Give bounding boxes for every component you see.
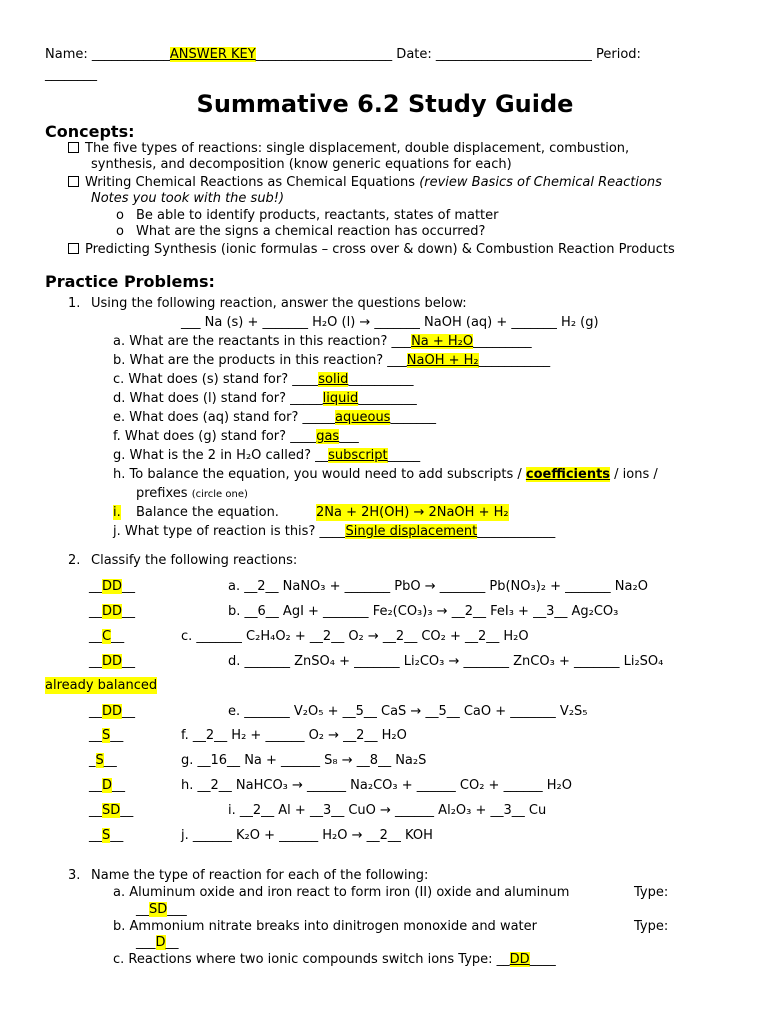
question-1a: a. What are the reactants in this reaction? ___Na + H₂O_________ — [113, 334, 532, 349]
name-label: Name: ____________ — [45, 47, 170, 62]
concept-sub-2: What are the signs a chemical reaction has occurred? — [136, 224, 486, 239]
checkbox-icon — [68, 142, 79, 153]
classify-row: __S__ — [89, 828, 124, 843]
reaction-equation: i. __2__ Al + __3__ CuO → ______ Al₂O₃ + __3__ Cu — [228, 803, 547, 818]
reaction-equation: b. __6__ AgI + _______ Fe₂(CO₃)₃ → __2__ FeI₃ + __3__ Ag₂CO₃ — [228, 604, 619, 619]
answer-highlight: solid — [318, 372, 349, 387]
answer-highlight: coefficients — [525, 467, 611, 482]
answer-highlight: subscript — [328, 448, 388, 463]
question-1b: b. What are the products in this reaction? ___NaOH + H₂___________ — [113, 353, 551, 368]
problem-3-prompt: Name the type of reaction for each of the following: — [91, 868, 429, 883]
reaction-equation: h. __2__ NaHCO₃ → ______ Na₂CO₃ + ______ CO₂ + ______ H₂O — [181, 778, 572, 793]
period-blank: ________ — [45, 67, 97, 82]
problem-2-number: 2. — [68, 553, 81, 568]
classify-row: __DD__ — [89, 654, 136, 669]
type-label: Type: — [634, 919, 669, 934]
concept-item-2-line2: Notes you took with the sub!) — [91, 191, 285, 206]
answer-highlight: liquid — [322, 391, 359, 406]
reaction-equation: d. _______ ZnSO₄ + _______ Li₂CO₃ → _______ ZnCO₃ + _______ Li₂SO₄ — [228, 654, 664, 669]
problem-1-prompt: Using the following reaction, answer the questions below: — [91, 296, 467, 311]
classify-row: __DD__ — [89, 604, 136, 619]
answer-highlight: Na + H₂O — [411, 334, 474, 349]
answer-highlight: gas — [316, 429, 340, 444]
date-period-line: _____________________ Date: ________________________ Period: — [255, 47, 641, 62]
question-1h: h. To balance the equation, you would need to add subscripts / coefficients / ions / — [113, 467, 658, 482]
classify-row: __SD__ — [89, 803, 134, 818]
concept-item-2: Writing Chemical Reactions as Chemical Equations (review Basics of Chemical Reactions — [68, 174, 662, 191]
practice-heading: Practice Problems: — [45, 272, 215, 291]
reaction-equation: a. __2__ NaNO₃ + _______ PbO → _______ Pb(NO₃)₂ + _______ Na₂O — [228, 579, 648, 594]
classify-row: __D__ — [89, 778, 126, 793]
letter-highlight: i. — [113, 505, 121, 520]
answer-key-highlight: ANSWER KEY — [169, 47, 256, 62]
checkbox-icon — [68, 176, 79, 187]
problem-2-prompt: Classify the following reactions: — [91, 553, 298, 568]
reaction-equation: j. ______ K₂O + ______ H₂O → __2__ KOH — [181, 828, 433, 843]
question-3c: c. Reactions where two ionic compounds switch ions Type: __DD____ — [113, 952, 556, 967]
question-1i-text: Balance the equation. — [136, 505, 279, 520]
classify-row: __C__ — [89, 629, 125, 644]
name-line — [45, 46, 641, 63]
answer-highlight: aqueous — [335, 410, 391, 425]
question-1e: e. What does (aq) stand for? _____aqueous_______ — [113, 410, 436, 425]
question-3a: a. Aluminum oxide and iron react to form iron (II) oxide and aluminum — [113, 885, 570, 900]
checkbox-icon — [68, 243, 79, 254]
answer-highlight: Single displacement — [345, 524, 478, 539]
bullet-marker: o — [116, 224, 124, 239]
question-1c: c. What does (s) stand for? ____solid__________ — [113, 372, 414, 387]
classify-row: __DD__ — [89, 579, 136, 594]
concepts-heading: Concepts: — [45, 122, 135, 141]
question-1f: f. What does (g) stand for? ____gas___ — [113, 429, 359, 444]
classify-row: _S__ — [89, 753, 117, 768]
reaction-equation: f. __2__ H₂ + ______ O₂ → __2__ H₂O — [181, 728, 407, 743]
already-balanced-note: already balanced — [45, 678, 158, 693]
type-label: Type: — [634, 885, 669, 900]
question-3b: b. Ammonium nitrate breaks into dinitrogen monoxide and water — [113, 919, 537, 934]
problem-3-number: 3. — [68, 868, 81, 883]
answer-highlight: NaOH + H₂ — [406, 353, 479, 368]
bullet-marker: o — [116, 208, 124, 223]
question-1i — [113, 504, 121, 521]
reaction-equation: e. _______ V₂O₅ + __5__ CaS → __5__ CaO + _______ V₂S₅ — [228, 704, 588, 719]
page-title: Summative 6.2 Study Guide — [196, 90, 574, 118]
concept-item-3: Predicting Synthesis (ionic formulas – cross over & down) & Combustion Reaction Products — [68, 241, 675, 258]
reaction-equation: c. _______ C₂H₄O₂ + __2__ O₂ → __2__ CO₂ + __2__ H₂O — [181, 629, 529, 644]
concept-item-1: The five types of reactions: single displacement, double displacement, combustion, — [68, 140, 629, 157]
concept-sub-1: Be able to identify products, reactants, states of matter — [136, 208, 499, 223]
balanced-equation-answer: 2Na + 2H(OH) → 2NaOH + H₂ — [316, 505, 509, 520]
classify-row: __DD__ — [89, 704, 136, 719]
question-1h-line2: prefixes (circle one) — [136, 486, 248, 501]
problem-1-number: 1. — [68, 296, 81, 311]
question-1d: d. What does (l) stand for? _____liquid_________ — [113, 391, 417, 406]
classify-row: __S__ — [89, 728, 124, 743]
answer-3b: ___D__ — [136, 935, 179, 950]
reaction-equation: g. __16__ Na + ______ S₈ → __8__ Na₂S — [181, 753, 427, 768]
answer-3a: __SD___ — [136, 902, 187, 917]
question-1g: g. What is the 2 in H₂O called? __subscript_____ — [113, 448, 421, 463]
question-1j: j. What type of reaction is this? ____Single displacement____________ — [113, 524, 556, 539]
concept-item-1-line2: synthesis, and decomposition (know generic equations for each) — [91, 157, 512, 172]
answer-highlight: DD — [509, 952, 530, 967]
problem-1-equation: ___ Na (s) + _______ H₂O (l) → _______ NaOH (aq) + _______ H₂ (g) — [181, 315, 599, 330]
